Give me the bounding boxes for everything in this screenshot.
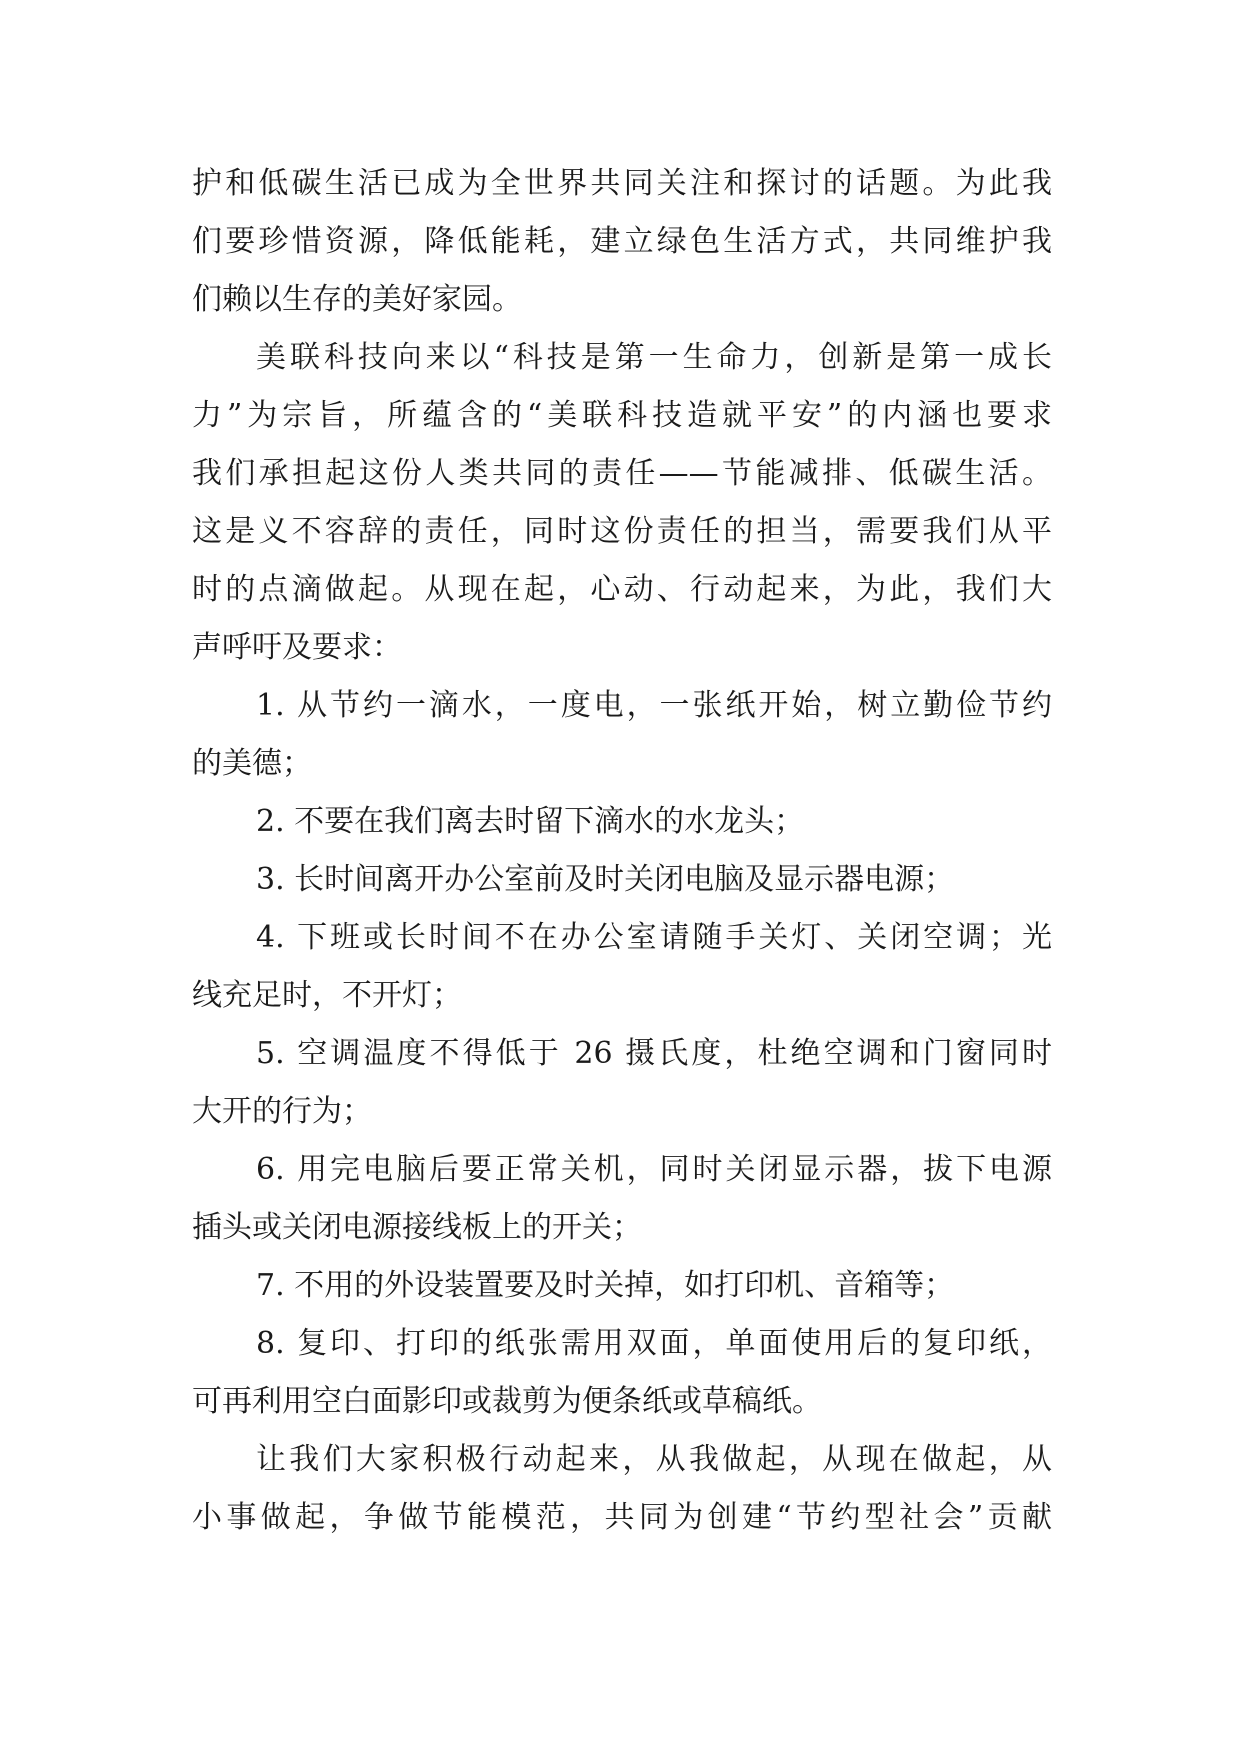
list-item-line: 线充足时，不开灯； <box>192 978 462 1013</box>
list-item-line: 大开的行为； <box>192 1094 372 1129</box>
list-item-line: 1. 从节约一滴水，一度电，一张纸开始，树立勤俭节约 <box>256 688 1052 723</box>
paragraph-line: 力”为宗旨，所蕴含的“美联科技造就平安”的内涵也要求 <box>192 398 1052 433</box>
paragraph-line: 们赖以生存的美好家园。 <box>192 282 522 317</box>
list-item-line: 5. 空调温度不得低于 26 摄氏度，杜绝空调和门窗同时 <box>256 1036 1052 1071</box>
paragraph-line: 这是义不容辞的责任，同时这份责任的担当，需要我们从平 <box>192 514 1052 549</box>
list-item-line: 4. 下班或长时间不在办公室请随手关灯、关闭空调；光 <box>256 920 1052 955</box>
paragraph-line: 们要珍惜资源，降低能耗，建立绿色生活方式，共同维护我 <box>192 224 1052 259</box>
list-item-line: 6. 用完电脑后要正常关机，同时关闭显示器，拔下电源 <box>256 1152 1052 1187</box>
list-item-line: 可再利用空白面影印或裁剪为便条纸或草稿纸。 <box>192 1384 822 1419</box>
list-item-line: 2. 不要在我们离去时留下滴水的水龙头； <box>256 804 805 839</box>
paragraph-line: 我们承担起这份人类共同的责任——节能减排、低碳生活。 <box>192 456 1052 491</box>
list-item-line: 8. 复印、打印的纸张需用双面，单面使用后的复印纸， <box>256 1326 1052 1361</box>
paragraph-line: 美联科技向来以“科技是第一生命力，创新是第一成长 <box>256 340 1052 375</box>
list-item-line: 的美德； <box>192 746 312 781</box>
list-item-line: 7. 不用的外设装置要及时关掉，如打印机、音箱等； <box>256 1268 955 1303</box>
paragraph-line: 让我们大家积极行动起来，从我做起，从现在做起，从 <box>256 1442 1052 1477</box>
list-item-line: 插头或关闭电源接线板上的开关； <box>192 1210 642 1245</box>
list-item-line: 3. 长时间离开办公室前及时关闭电脑及显示器电源； <box>256 862 955 897</box>
paragraph-line: 护和低碳生活已成为全世界共同关注和探讨的话题。为此我 <box>192 166 1052 201</box>
paragraph-line: 声呼吁及要求： <box>192 630 402 665</box>
paragraph-line: 小事做起，争做节能模范，共同为创建“节约型社会”贡献 <box>192 1500 1052 1535</box>
paragraph-line: 时的点滴做起。从现在起，心动、行动起来，为此，我们大 <box>192 572 1052 607</box>
